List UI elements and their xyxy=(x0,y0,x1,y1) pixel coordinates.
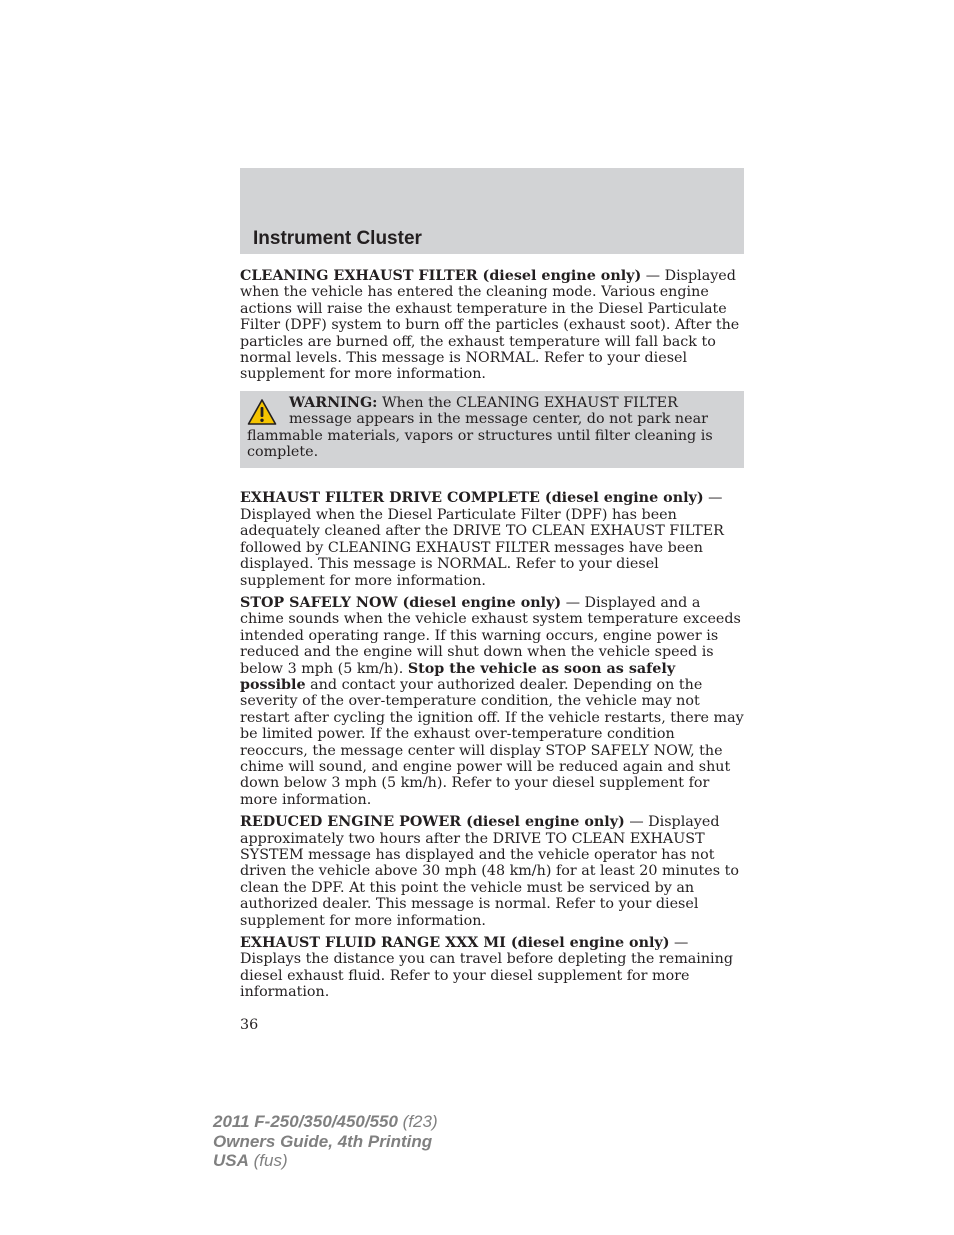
warning-label: WARNING: xyxy=(289,394,378,411)
warning-text: When the CLEANING EXHAUST FILTER message appears in the message center, do not park near flammable materials, vapors or structures until filter cleaning is complete. xyxy=(247,394,713,461)
warning-box xyxy=(240,391,744,469)
message-heading: EXHAUST FLUID RANGE XXX MI (diesel engine only) xyxy=(240,935,670,952)
message-stop-safely-now xyxy=(240,595,744,808)
message-body: — Displays the distance you can travel before depleting the remaining diesel exhaust fluid. Refer to your diesel supplement for more information. xyxy=(240,935,733,1001)
message-heading: CLEANING EXHAUST FILTER (diesel engine only) xyxy=(240,268,642,284)
section-header-band xyxy=(240,168,744,254)
message-body: — Displayed approximately two hours after the DRIVE TO CLEAN EXHAUST SYSTEM message has displayed and the vehicle operator has not driven the vehicle above 30 mph (48 km/h) for at least 20 minutes to clean the DPF. At this point the vehicle must be serviced by an authorized dealer. This message is normal. Refer to your diesel supplement for more information. xyxy=(240,814,739,929)
footer-region-code: (fus) xyxy=(248,1151,288,1170)
message-exhaust-fluid-range xyxy=(240,935,744,1001)
footer xyxy=(213,1112,438,1171)
message-cleaning-exhaust-filter xyxy=(240,268,744,383)
footer-guide: Owners Guide, 4th Printing xyxy=(213,1131,433,1151)
footer-model-line xyxy=(213,1112,438,1132)
footer-guide-line xyxy=(213,1132,438,1152)
message-body: — Displayed when the vehicle has entered the cleaning mode. Various engine actions will raise the exhaust temperature in the Diesel Particulate Filter (DPF) system to burn off the particles (exhaust soot). After the particles are burned off, the exhaust temperature will fall back to normal levels. This message is NORMAL. Refer to your diesel supplement for more information. xyxy=(240,268,740,383)
message-body: — Displayed and a chime sounds when the vehicle exhaust system temperature exceeds intended operating range. If this warning occurs, engine power is reduced and the engine will shut down when the vehicle speed is below 3 mph (5 km/h). xyxy=(240,594,741,677)
message-body-continued: and contact your authorized dealer. Depending on the severity of the over-temperature condition, the vehicle may not restart after cycling the ignition off. If the vehicle restarts, there may be limited power. If the exhaust over-temperature condition reoccurs, the message center will display STOP SAFELY NOW, the chime will sound, and engine power will be reduced again and shut down below 3 mph (5 km/h). Refer to your diesel supplement for more information. xyxy=(240,676,744,808)
message-heading: EXHAUST FILTER DRIVE COMPLETE (diesel engine only) xyxy=(240,490,704,507)
message-heading: STOP SAFELY NOW (diesel engine only) xyxy=(240,594,562,611)
message-emphasis: Stop the vehicle as soon as safely possible xyxy=(240,660,676,693)
footer-model-code: (f23) xyxy=(397,1112,438,1131)
footer-region: USA xyxy=(213,1151,249,1170)
message-heading: REDUCED ENGINE POWER (diesel engine only) xyxy=(240,814,625,831)
warning-triangle-icon xyxy=(247,398,277,426)
footer-region-line xyxy=(213,1151,438,1171)
message-exhaust-filter-drive-complete xyxy=(240,490,744,588)
footer-model: 2011 F-250/350/450/550 xyxy=(213,1112,398,1131)
page-number: 36 xyxy=(240,1016,259,1033)
page-content xyxy=(240,268,744,1033)
message-body: — Displayed when the Diesel Particulate Filter (DPF) has been adequately cleaned after the DRIVE TO CLEAN EXHAUST FILTER followed by CLEANING EXHAUST FILTER messages have been displayed. This message is NORMAL. Refer to your diesel supplement for more information. xyxy=(240,490,724,589)
section-title: Instrument Cluster xyxy=(253,228,422,249)
message-reduced-engine-power xyxy=(240,814,744,929)
